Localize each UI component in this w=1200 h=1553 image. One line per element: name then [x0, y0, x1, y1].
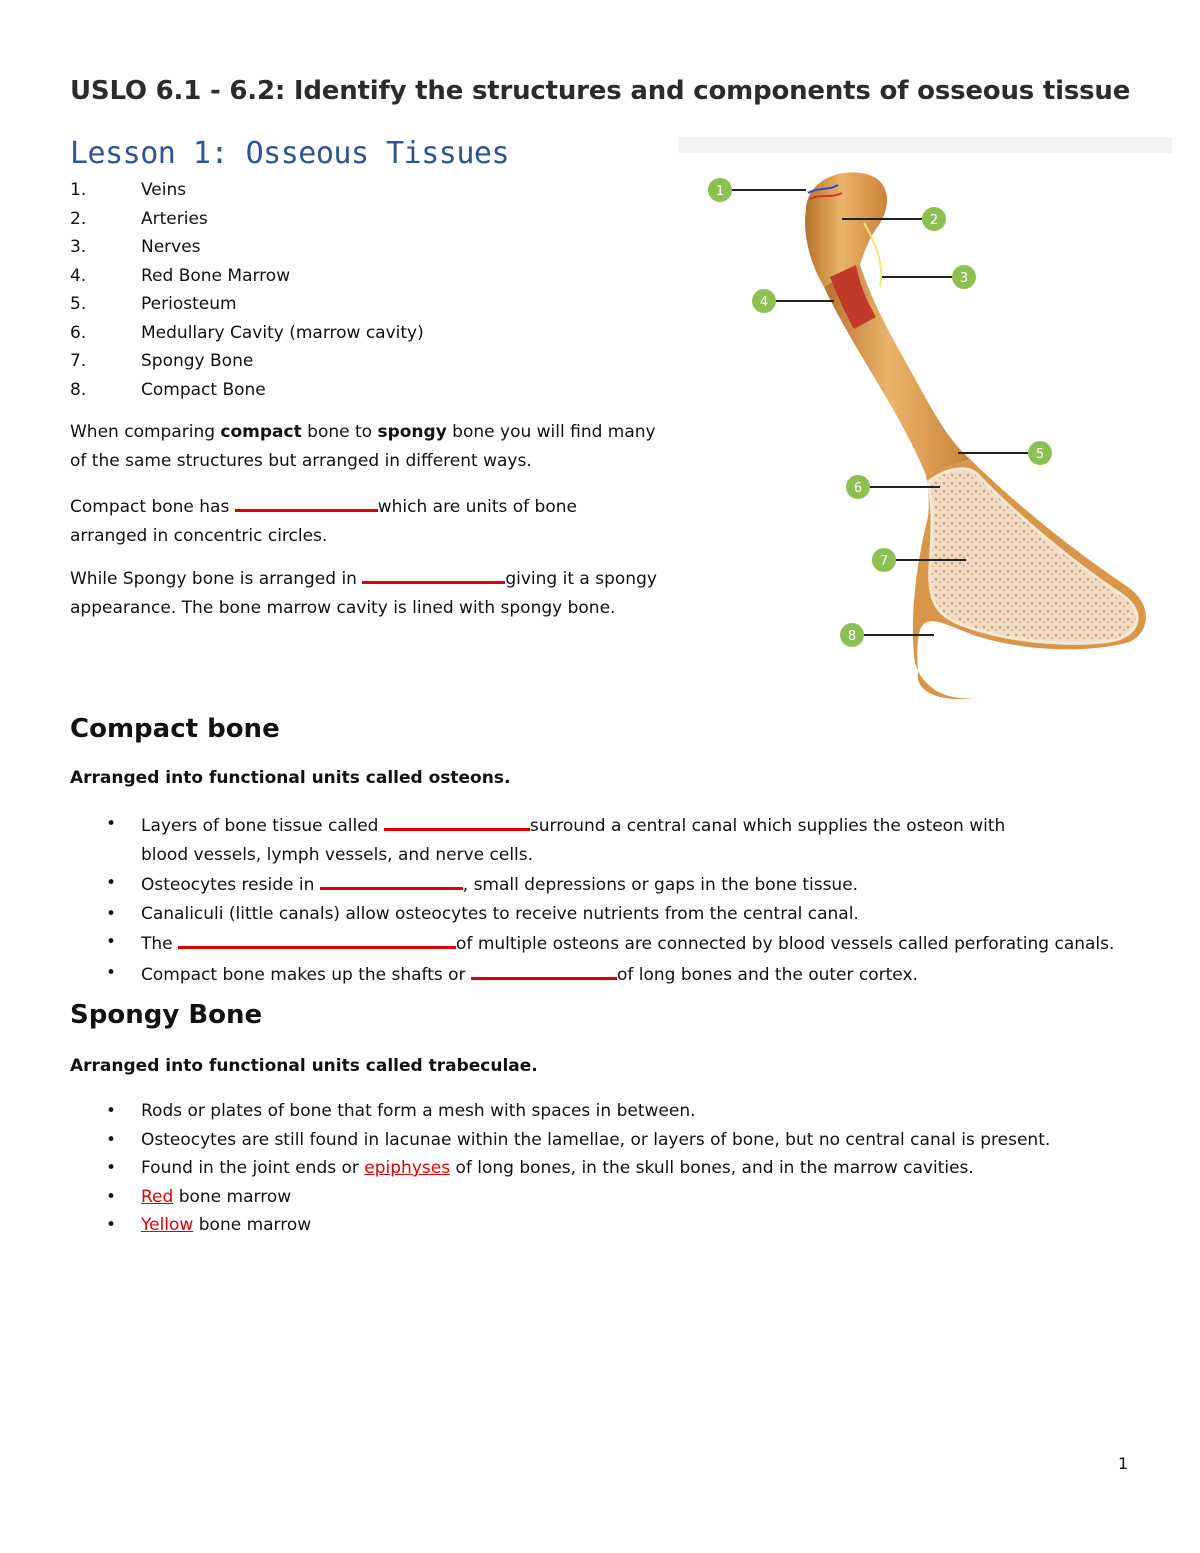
list-label: Arteries — [141, 208, 208, 229]
text: of long bones and the outer cortex. — [616, 964, 918, 985]
fill-blank[interactable] — [362, 563, 505, 584]
list-number: 7. — [70, 351, 87, 371]
callout-label: 2 — [929, 213, 939, 228]
list-item — [70, 959, 1170, 990]
list-label: Periosteum — [141, 294, 237, 314]
list-item — [70, 928, 1170, 959]
list-item — [70, 1097, 1170, 1126]
fill-blank[interactable] — [471, 959, 617, 980]
list-number: 5. — [70, 294, 87, 314]
text: bone marrow — [193, 1215, 312, 1235]
callout-label: 6 — [853, 481, 863, 496]
spongy-heading: Spongy Bone — [70, 1000, 263, 1030]
list-number: 8. — [70, 379, 87, 400]
callout-label: 7 — [879, 554, 889, 569]
list-item — [70, 376, 424, 405]
list-item — [70, 233, 424, 262]
list-number: 1. — [70, 180, 87, 200]
text: When comparing — [70, 422, 221, 442]
list-item — [70, 290, 424, 319]
bullet-icon: • — [106, 932, 117, 952]
text: Canaliculi (little canals) allow osteocytes to receive nutrients from the central canal. — [141, 903, 859, 924]
text: giving it a spongy appearance. The bone marrow cavity is lined with spongy bone. — [70, 569, 657, 618]
spongy-subheading: Arranged into functional units called trabeculae. — [70, 1056, 538, 1076]
bullet-icon: • — [106, 873, 117, 893]
list-number: 3. — [70, 237, 87, 257]
fill-blank[interactable] — [384, 810, 530, 831]
fill-blank[interactable] — [235, 491, 378, 512]
list-item — [70, 319, 424, 348]
compact-subheading: Arranged into functional units called osteons. — [70, 768, 511, 788]
callout-label: 1 — [715, 184, 725, 199]
list-label: Veins — [141, 180, 187, 200]
fill-blank[interactable] — [320, 869, 463, 890]
text: While Spongy bone is arranged in — [70, 569, 363, 589]
bullet-icon: • — [106, 1158, 117, 1178]
text: The — [141, 934, 179, 954]
spongy-bullets — [70, 1097, 1170, 1240]
text: surround a central canal which supplies the osteon with blood vessels, lymph vessels, and nerve cells. — [141, 816, 1006, 865]
compact-heading: Compact bone — [70, 714, 280, 744]
text: of long bones, in the skull bones, and in the marrow cavities. — [450, 1158, 974, 1178]
bullet-icon: • — [106, 1186, 117, 1207]
epiphyses-link[interactable]: epiphyses — [364, 1158, 451, 1178]
callout-label: 3 — [959, 271, 969, 286]
list-item — [70, 205, 424, 234]
red-marrow-link[interactable]: Red — [141, 1186, 174, 1207]
list-item — [70, 1126, 1170, 1155]
list-label: Spongy Bone — [141, 351, 254, 371]
list-item — [70, 347, 424, 376]
compact-fill-paragraph — [70, 491, 630, 550]
list-number: 2. — [70, 208, 87, 229]
page-number: 1 — [1118, 1454, 1129, 1473]
text: , small depressions or gaps in the bone tissue. — [462, 875, 859, 895]
list-item — [70, 1154, 1170, 1183]
list-number: 4. — [70, 265, 87, 286]
fill-blank[interactable] — [178, 928, 456, 949]
list-item — [70, 810, 1021, 869]
list-item — [70, 1211, 1170, 1240]
intro-paragraph — [70, 418, 670, 475]
text: Osteocytes reside in — [141, 875, 320, 895]
list-label: Nerves — [141, 237, 201, 257]
text: bone to — [301, 422, 378, 442]
spongy-fill-paragraph — [70, 563, 660, 622]
structure-list — [70, 176, 424, 404]
bullet-icon: • — [106, 814, 117, 834]
list-label: Medullary Cavity (marrow cavity) — [141, 322, 424, 343]
text: which are units of bone arranged in concentric circles. — [70, 497, 577, 546]
bullet-icon: • — [106, 1215, 117, 1235]
text-bold: compact — [220, 422, 302, 442]
text: Found in the joint ends or — [141, 1158, 365, 1178]
list-item — [70, 869, 1170, 900]
document-title: USLO 6.1 - 6.2: Identify the structures and components of osseous tissue — [70, 76, 1131, 106]
compact-bullets — [70, 810, 1170, 989]
text: Layers of bone tissue called — [141, 816, 384, 836]
callout-label: 5 — [1035, 447, 1045, 462]
bullet-icon: • — [106, 962, 117, 983]
yellow-marrow-link[interactable]: Yellow — [141, 1215, 194, 1235]
list-item — [70, 262, 424, 291]
text: bone marrow — [173, 1186, 292, 1207]
list-number: 6. — [70, 322, 87, 343]
callout-label: 8 — [847, 629, 857, 644]
text: bone you will find many of the same structures but arranged in different ways. — [70, 422, 656, 471]
callout-label: 4 — [759, 295, 769, 310]
bullet-icon: • — [106, 1129, 117, 1150]
text-bold: spongy — [377, 422, 447, 442]
text: Osteocytes are still found in lacunae within the lamellae, or layers of bone, but no central canal is present. — [141, 1129, 1051, 1150]
text: Rods or plates of bone that form a mesh with spaces in between. — [141, 1101, 696, 1121]
lesson-title: Lesson 1: Osseous Tissues — [70, 136, 510, 171]
bullet-icon: • — [106, 903, 117, 924]
bone-diagram — [678, 137, 1172, 703]
list-label: Compact Bone — [141, 379, 266, 400]
text: Compact bone has — [70, 497, 235, 517]
cut-surface — [928, 469, 1137, 643]
list-item — [70, 1183, 1170, 1212]
list-item — [70, 900, 1170, 929]
figure-top-band — [678, 137, 1172, 153]
text: of multiple osteons are connected by blood vessels called perforating canals. — [456, 934, 1115, 954]
list-item — [70, 176, 424, 205]
list-label: Red Bone Marrow — [141, 265, 291, 286]
bullet-icon: • — [106, 1101, 117, 1121]
text: Compact bone makes up the shafts or — [141, 964, 471, 985]
